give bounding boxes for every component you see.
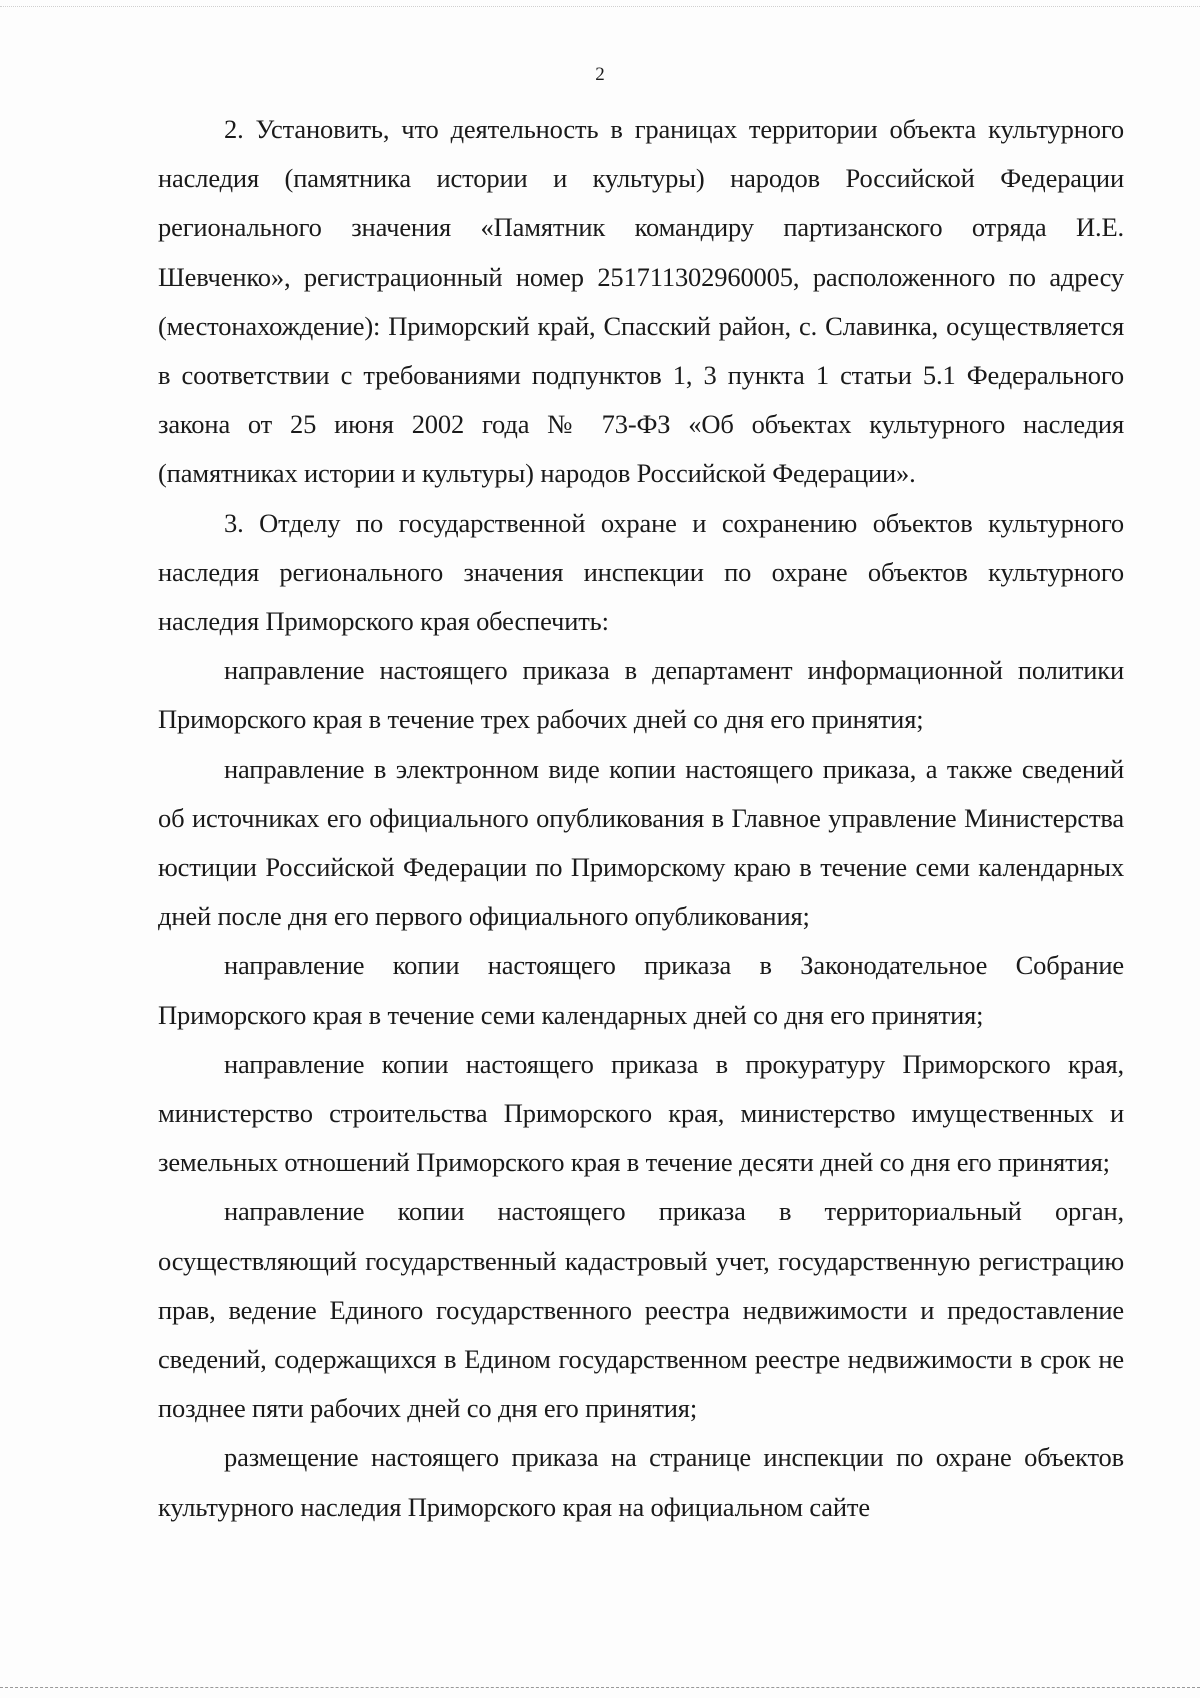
scan-top-edge — [0, 6, 1200, 7]
list-item: направление копии настоящего приказа в прокуратуру Приморского края, министерство строительства Приморского края, министерство имущественных и земельных отношений Приморского края в течение десяти дней со дня его принятия; — [158, 1048, 1124, 1178]
paragraph-item-3: 3. Отделу по государственной охране и сохранению объектов культурного наследия регионального значения инспекции по охране объектов культурного наследия Приморского края обеспечить: — [158, 507, 1124, 637]
list-item: направление настоящего приказа в департамент информационной политики Приморского края в течение трех рабочих дней со дня его принятия; — [158, 655, 1124, 735]
list-item: размещение настоящего приказа на странице инспекции по охране объектов культурного наследия Приморского края на официальном сайте — [158, 1442, 1124, 1522]
list-item: направление в электронном виде копии настоящего приказа, а также сведений об источниках его официального опубликования в Главное управление Министерства юстиции Российской Федерации по Приморскому краю в течение семи календарных дней после дня его первого официального опубликования; — [158, 753, 1124, 932]
page-number: 2 — [595, 64, 605, 85]
scan-bottom-edge — [0, 1687, 1200, 1688]
document-body — [158, 105, 1124, 1532]
paragraph-item-2: 2. Установить, что деятельность в границах территории объекта культурного наследия (памятника истории и культуры) народов Российской Федерации регионального значения «Памятник командиру партизанского отряда И.Е. Шевченко», регистрационный номер 251711302960005, расположенного по адресу (местонахождение): Приморский край, Спасский район, с. Славинка, осуществляется в соответствии с требованиями подпунктов 1, 3 пункта 1 статьи 5.1 Федерального закона от 25 июня 2002 года № 73-ФЗ «Об объектах культурного наследия (памятниках истории и культуры) народов Российской Федерации». — [158, 114, 1124, 489]
list-item: направление копии настоящего приказа в Законодательное Собрание Приморского края в течение семи календарных дней со дня его принятия; — [158, 950, 1124, 1030]
list-item: направление копии настоящего приказа в территориальный орган, осуществляющий государственный кадастровый учет, государственную регистрацию прав, ведение Единого государственного реестра недвижимости и предоставление сведений, содержащихся в Едином государственном реестре недвижимости в срок не позднее пяти рабочих дней со дня его принятия; — [158, 1196, 1124, 1424]
